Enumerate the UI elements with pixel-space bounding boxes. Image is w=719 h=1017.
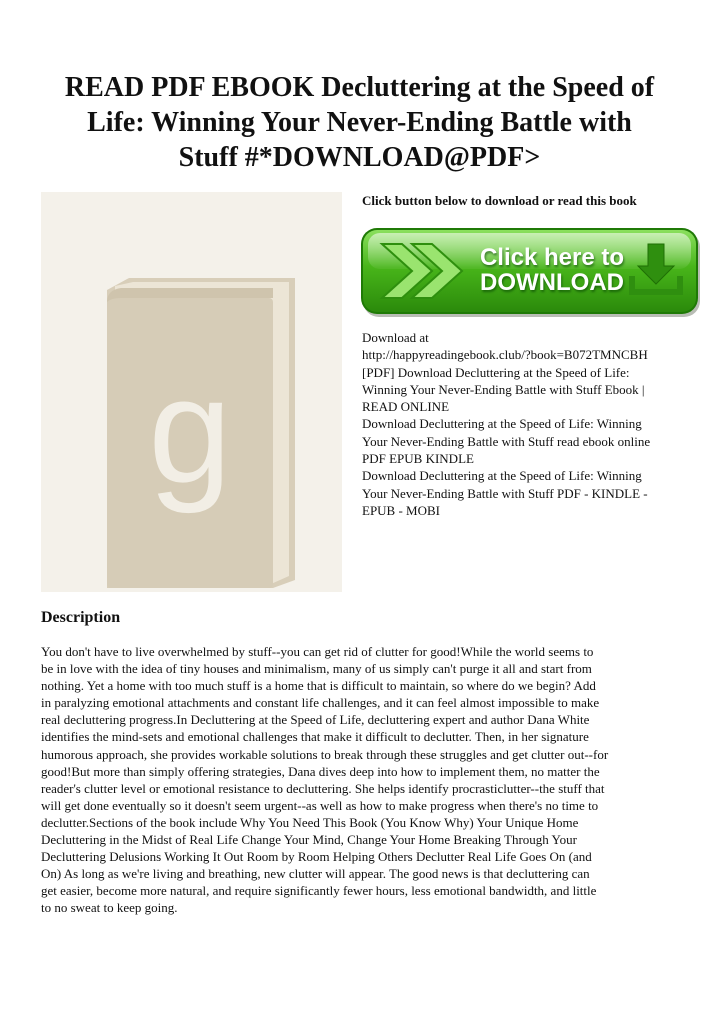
title-line: READ PDF EBOOK Decluttering at the Speed of [64,72,655,103]
description-line: good!But more than simply offering strategies, Dana dives deep into how to implement them, no matter the [41,763,600,779]
download-url[interactable]: http://happyreadingebook.club/?book=B072TMNCBH [362,347,648,363]
description-heading: Description [41,609,121,626]
description-line: identifies the mind-sets and emotional challenges that make it difficult to declutter. Then, in her signature [41,729,589,745]
description-line: humorous approach, she provides workable solutions to break through these struggles and get clutter out--for [41,746,609,762]
link-text: Download Decluttering at the Speed of Life: Winning [362,468,642,484]
description-text [41,643,671,917]
book-placeholder-icon [41,192,342,592]
description-line: reader's clutter level or emotional resistance to decluttering. She helps identify procrasticlutter--the stuff that [41,780,605,796]
description-line: be in love with the idea of tiny houses and minimalism, many of us simply can't purge it all and start from [41,661,592,677]
link-text: EPUB - MOBI [362,502,441,518]
description-line: Decluttering in the Midst of Real Life Change Your Mind, Change Your Home Breaking Through Your [41,832,577,848]
book-cover-placeholder [41,192,342,592]
description-line: nothing. Yet a home with too much stuff is a home that is difficult to maintain, so where do we begin? Add [41,678,596,694]
link-text: [PDF] Download Decluttering at the Speed of Life: [362,364,630,380]
download-links [362,329,697,519]
download-button[interactable] [360,226,703,321]
description-line: in paralyzing emotional attachments and constant life challenges, and it can feel almost impossible to make [41,695,600,711]
link-text: READ ONLINE [362,399,450,415]
download-button-label [472,245,632,295]
link-text: Your Never-Ending Battle with Stuff PDF - KINDLE - [362,485,648,501]
description-line: to no sweat to keep going. [41,900,178,916]
link-text: Download at [362,330,429,345]
title-line: Life: Winning Your Never-Ending Battle with [87,107,632,138]
link-text: Winning Your Never-Ending Battle with Stuff Ebook | [362,381,645,397]
link-text: Download Decluttering at the Speed of Life: Winning [362,416,642,432]
cover-letter: g [148,346,232,514]
download-button-line2: DOWNLOAD [480,269,624,296]
page-title [30,70,689,175]
title-line: Stuff #*DOWNLOAD@PDF> [178,142,541,173]
link-text: Your Never-Ending Battle with Stuff read ebook online [362,433,651,449]
description-line: real decluttering progress.In Decluttering at the Speed of Life, decluttering expert and author Dana White [41,712,590,728]
link-text: PDF EPUB KINDLE [362,451,474,467]
download-instruction: Click button below to download or read this book [362,193,637,208]
description-line: will get done eventually so it doesn't seem urgent--as well as how to make progress when there's no time to [41,797,599,813]
description-line: Decluttering Delusions Working It Out Room by Room Helping Others Declutter Real Life Goes On (and [41,849,592,865]
description-line: declutter.Sections of the book include Why You Need This Book (You Know Why) Your Unique Home [41,814,579,830]
description-line: get easier, become more natural, and require significantly fewer hours, less emotional bandwidth, and little [41,883,597,899]
description-line: On) As long as we're living and breathing, new clutter will appear. The good news is that decluttering can [41,866,590,882]
download-button-line1: Click here to [479,244,625,271]
description-line: You don't have to live overwhelmed by stuff--you can get rid of clutter for good!While the world seems to [41,644,594,659]
